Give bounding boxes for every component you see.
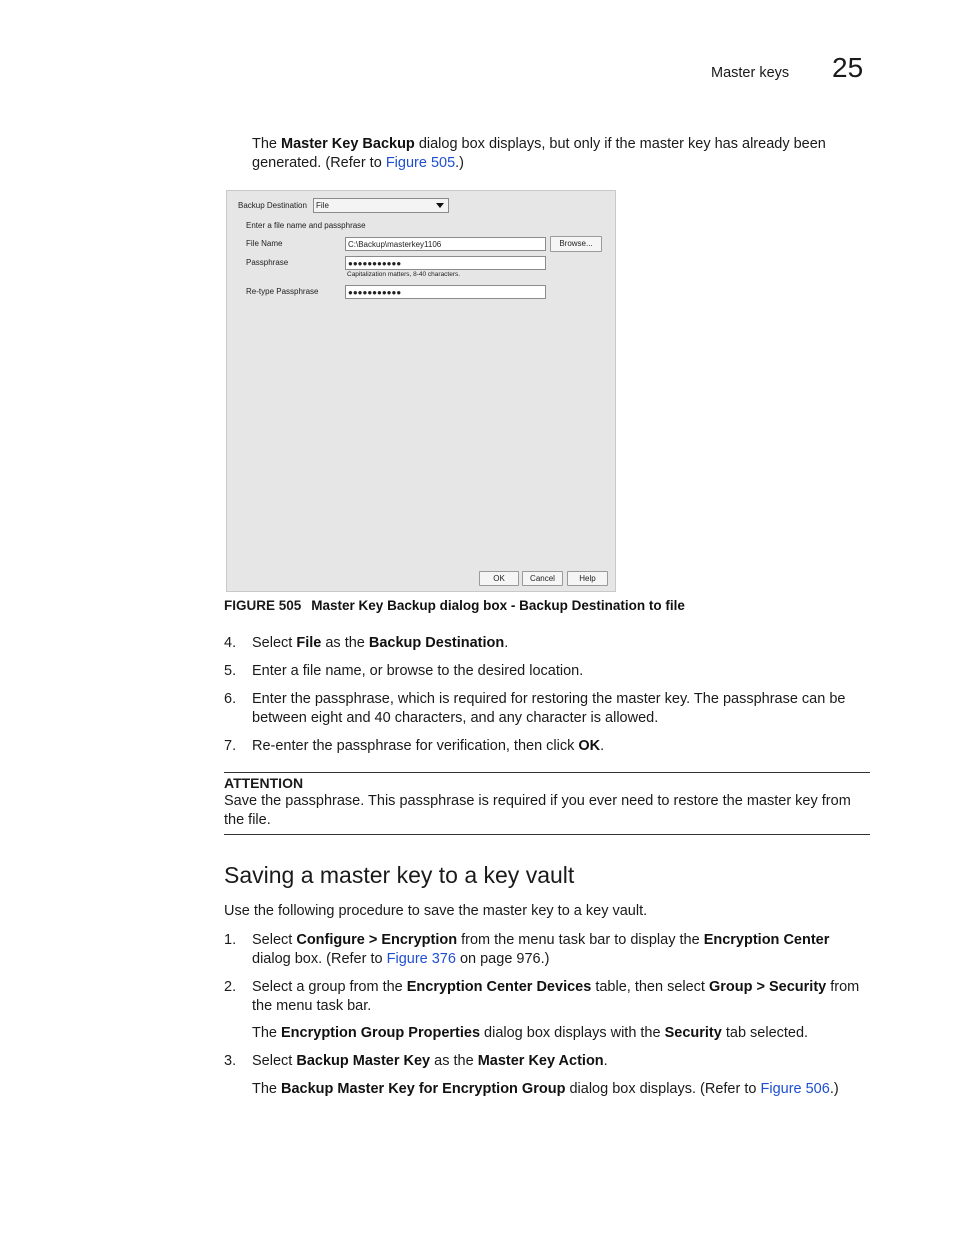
figure-label: FIGURE 505 — [224, 598, 302, 613]
step-b-1 — [224, 931, 874, 971]
note-text: The — [252, 1025, 282, 1041]
step-6 — [224, 690, 874, 730]
figure-caption-text: Master Key Backup dialog box - Backup Destination to file — [311, 598, 685, 613]
file-name-input[interactable]: C:\Backup\masterkey1106 — [345, 237, 546, 251]
step-number: 7. — [224, 738, 237, 754]
step-b-2 — [224, 978, 874, 1018]
backup-destination-select[interactable] — [313, 198, 449, 213]
ok-button[interactable]: OK — [479, 571, 519, 586]
backup-destination-label: Backup Destination — [238, 201, 307, 210]
chapter-number: 25 — [832, 52, 864, 83]
chevron-down-icon — [436, 203, 444, 208]
attention-bottom-rule — [224, 834, 870, 835]
step-text: Select — [252, 932, 297, 948]
instruction-text: Enter a file name and passphrase — [246, 221, 366, 230]
passphrase-input[interactable]: ●●●●●●●●●●● — [345, 256, 546, 270]
step-bold: Master Key Action — [477, 1053, 604, 1069]
note-text: dialog box displays with the — [480, 1025, 665, 1041]
retype-passphrase-input[interactable]: ●●●●●●●●●●● — [345, 285, 546, 299]
step-text: Re-enter the passphrase for verification, then click — [252, 738, 579, 754]
step-bold: Configure > Encryption — [296, 932, 458, 948]
step-number: 2. — [224, 979, 237, 995]
browse-button[interactable]: Browse... — [550, 236, 602, 252]
step-text: . — [504, 635, 509, 651]
step-bold: File — [296, 635, 322, 651]
attention-top-rule — [224, 772, 870, 773]
step-text: from the menu task bar. — [252, 979, 860, 1014]
figure-505-link[interactable]: Figure 505 — [385, 155, 456, 171]
step-number: 1. — [224, 932, 237, 948]
figure-506-link[interactable]: Figure 506 — [760, 1081, 830, 1097]
intro-text: dialog box displays, but only if the master key has already been generated. (Refer to — [252, 136, 826, 171]
help-button[interactable]: Help — [567, 571, 608, 586]
step-text: as the — [430, 1053, 478, 1069]
step-bold: Encryption Center Devices — [406, 979, 592, 995]
step-text: dialog box. (Refer to — [252, 951, 387, 967]
attention-text: Save the passphrase. This passphrase is required if you ever need to restore the master key from the file. — [224, 793, 851, 828]
note-bold: Backup Master Key for Encryption Group — [281, 1081, 566, 1097]
step-b-2-note — [252, 1024, 872, 1043]
cancel-button[interactable]: Cancel — [522, 571, 563, 586]
step-b-3-note — [252, 1080, 872, 1099]
intro-dialog-name: Master Key Backup — [281, 136, 415, 152]
retype-passphrase-label: Re-type Passphrase — [246, 287, 319, 296]
step-text: Enter the passphrase, which is required for restoring the master key. The passphrase can be between eight and 40 characters, and any character is allowed. — [252, 691, 846, 726]
intro-text: .) — [455, 155, 464, 171]
intro-paragraph — [252, 135, 872, 173]
step-number: 3. — [224, 1053, 237, 1069]
step-text: Enter a file name, or browse to the desired location. — [252, 663, 584, 679]
backup-destination-value: File — [316, 201, 329, 210]
step-bold: OK — [578, 738, 601, 754]
step-bold: Encryption Center — [703, 932, 830, 948]
note-bold: Security — [664, 1025, 722, 1041]
passphrase-label: Passphrase — [246, 258, 289, 267]
running-header-section: Master keys — [711, 65, 790, 81]
note-text: dialog box displays. (Refer to — [565, 1081, 761, 1097]
note-text: tab selected. — [721, 1025, 809, 1041]
step-text: as the — [321, 635, 369, 651]
master-key-backup-dialog — [226, 190, 616, 592]
step-number: 5. — [224, 663, 237, 679]
step-text: from the menu task bar to display the — [457, 932, 704, 948]
step-text: Select — [252, 635, 297, 651]
figure-caption — [224, 598, 685, 613]
section-intro: Use the following procedure to save the master key to a key vault. — [224, 903, 648, 919]
step-number: 6. — [224, 691, 237, 707]
step-bold: Group > Security — [708, 979, 827, 995]
passphrase-hint: Capitalization matters, 8-40 characters. — [347, 271, 461, 278]
step-text: Select a group from the — [252, 979, 407, 995]
step-bold: Backup Master Key — [296, 1053, 431, 1069]
step-text: . — [600, 738, 605, 754]
note-bold: Encryption Group Properties — [281, 1025, 481, 1041]
file-name-label: File Name — [246, 239, 283, 248]
step-bold: Backup Destination — [368, 635, 505, 651]
section-heading: Saving a master key to a key vault — [224, 862, 575, 888]
attention-title: ATTENTION — [224, 775, 304, 791]
step-text: table, then select — [591, 979, 709, 995]
step-number: 4. — [224, 635, 237, 651]
step-text: Select — [252, 1053, 297, 1069]
step-text: . — [603, 1053, 608, 1069]
note-text: .) — [829, 1081, 839, 1097]
step-text: on page 976.) — [455, 951, 550, 967]
intro-text: The — [252, 136, 282, 152]
figure-376-link[interactable]: Figure 376 — [386, 951, 456, 967]
note-text: The — [252, 1081, 282, 1097]
